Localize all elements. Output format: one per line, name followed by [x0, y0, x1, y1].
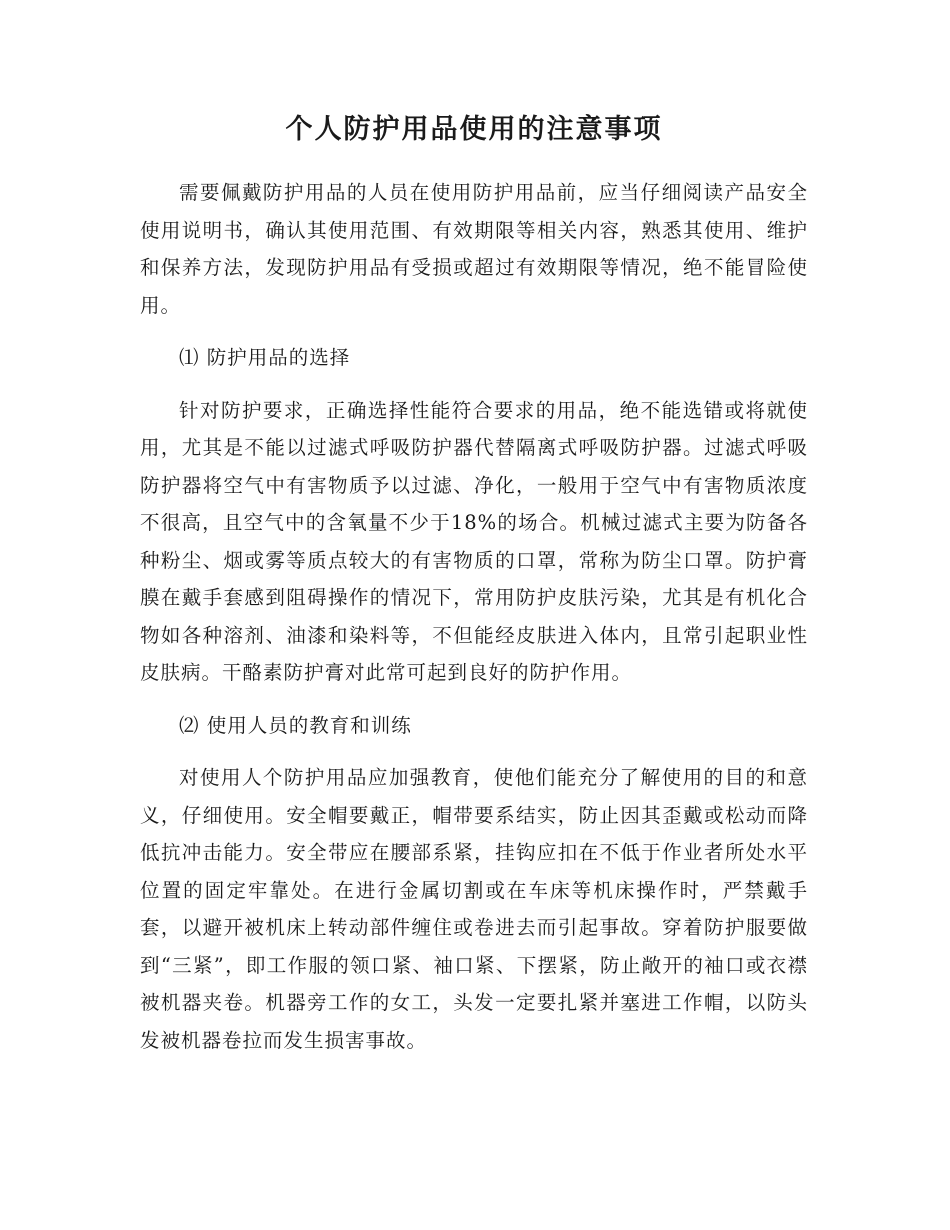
- section-heading-training: ⑵ 使用人员的教育和训练: [179, 713, 412, 737]
- section-body-selection: 针对防护要求，正确选择性能符合要求的用品，绝不能选错或将就使用，尤其是不能以过滤式呼吸防护器代替隔离式呼吸防护器。过滤式呼吸防护器将空气中有害物质予以过滤、净化，一般用于空气中有害物质浓度不很高，且空气中的含氧量不少于18%的场合。机械过滤式主要为防备各种粉尘、烟或雾等质点较大的有害物质的口罩，常称为防尘口罩。防护膏膜在戴手套感到阻碍操作的情况下，常用防护皮肤污染，尤其是有机化合物如各种溶剂、油漆和染料等，不但能经皮肤进入体内，且常引起职业性皮肤病。干酪素防护膏对此常可起到良好的防护作用。: [140, 398, 808, 684]
- section-heading-selection: ⑴ 防护用品的选择: [179, 346, 351, 369]
- intro-paragraph: 需要佩戴防护用品的人员在使用防护用品前，应当仔细阅读产品安全使用说明书，确认其使用范围、有效期限等相关内容，熟悉其使用、维护和保养方法，发现防护用品有受损或超过有效期限等情况，绝不能冒险使用。: [140, 181, 808, 317]
- document-page: [140, 108, 808, 1074]
- section-body-training: 对使用人个防护用品应加强教育，使他们能充分了解使用的目的和意义，仔细使用。安全帽要戴正，帽带要系结实，防止因其歪戴或松动而降低抗冲击能力。安全带应在腰部系紧，挂钩应扣在不低于作业者所处水平位置的固定牢靠处。在进行金属切割或在车床等机床操作时，严禁戴手套，以避开被机床上转动部件缠住或卷进去而引起事故。穿着防护服要做到“三紧”，即工作服的领口紧、袖口紧、下摆紧，防止敞开的袖口或衣襟被机器夹卷。机器旁工作的女工，头发一定要扎紧并塞进工作帽，以防头发被机器卷拉而发生损害事故。: [140, 766, 808, 1052]
- document-title: 个人防护用品使用的注意事项: [285, 114, 663, 145]
